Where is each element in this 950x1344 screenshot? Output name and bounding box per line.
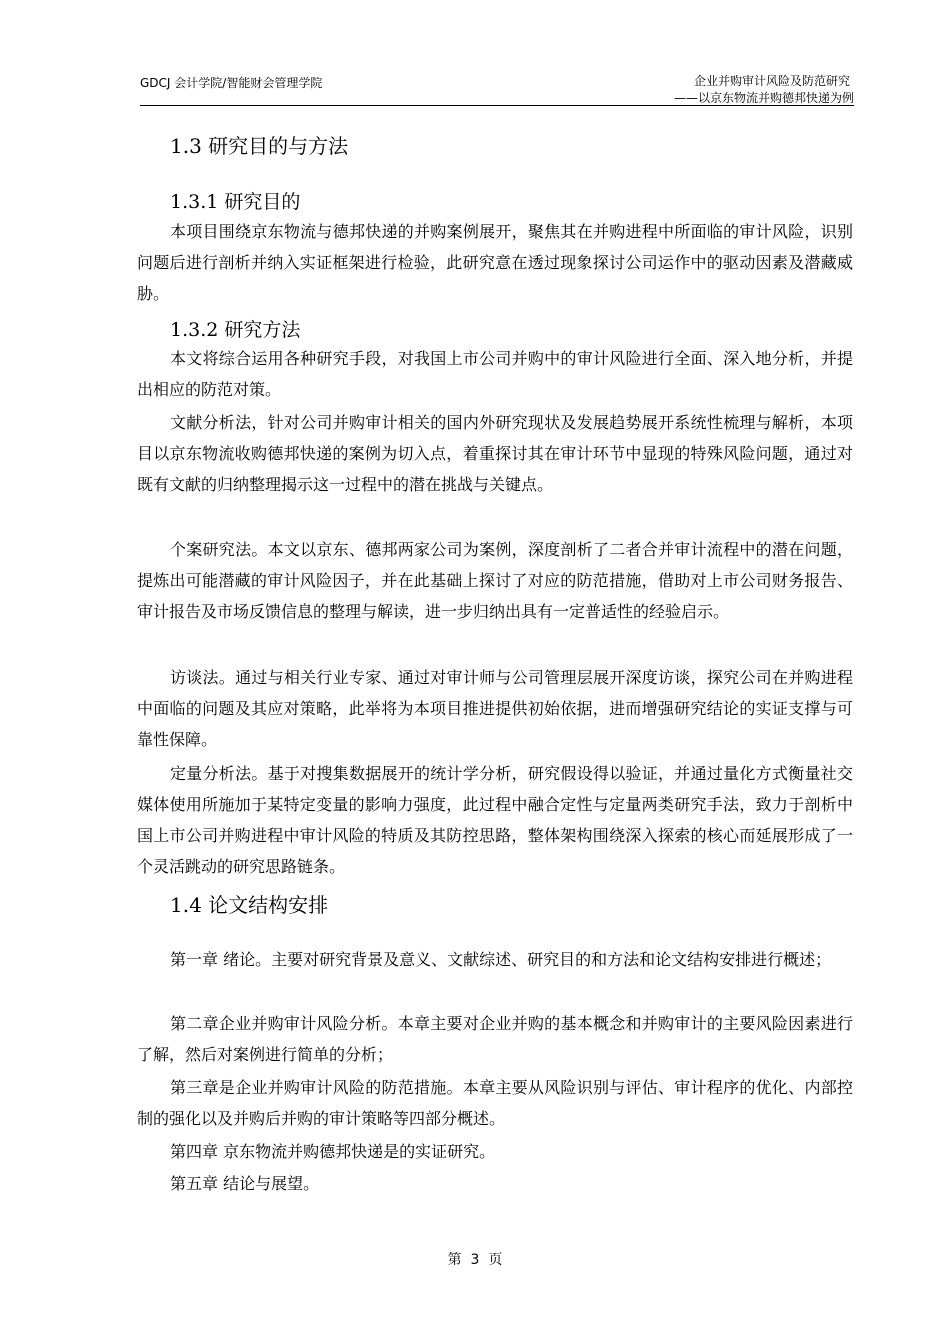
chapter-3-summary: 第三章是企业并购审计风险的防范措施。本章主要从风险识别与评估、审计程序的优化、内部控制的强化以及并购后并购的审计策略等四部分概述。 — [137, 1078, 853, 1128]
section-1-4-heading: 1.4 论文结构安排 — [170, 893, 329, 917]
quantitative-method-body: 基于对搜集数据展开的统计学分析，研究假设得以验证，并通过量化方式衡量社交媒体使用所施加于某特定变量的影响力强度，此过程中融合定性与定量两类研究手法，致力于剖析中国上市公司并购进程中审计风险的特质及其防控思路，整体架构围绕深入探索的核心而延展形成了一个灵活跳动的研究思路链条。 — [137, 764, 853, 876]
chapter-4-summary: 第四章 京东物流并购德邦快递是的实证研究。 — [170, 1142, 496, 1161]
research-methods-intro-paragraph: 本文将综合运用各种研究手段，对我国上市公司并购中的审计风险进行全面、深入地分析，并提出相应的防范对策。 — [137, 349, 853, 399]
chapter-2-summary: 第二章企业并购审计风险分析。本章主要对企业并购的基本概念和并购审计的主要风险因素进行了解，然后对案例进行简单的分析； — [137, 1014, 853, 1064]
interview-method-lead: 访谈法。 — [170, 668, 236, 687]
section-1-3-2-heading: 1.3.2 研究方法 — [170, 319, 301, 341]
case-study-lead: 个案研究法。 — [170, 540, 268, 559]
interview-method-paragraph — [137, 662, 853, 755]
case-study-body: 本文以京东、德邦两家公司为案例，深度剖析了二者合并审计流程中的潜在问题，提炼出可能潜藏的审计风险因子，并在此基础上探讨了对应的防范措施，借助对上市公司财务报告、审计报告及市场反馈信息的整理与解读，进一步归纳出具有一定普适性的经验启示。 — [137, 540, 853, 621]
case-study-paragraph — [137, 534, 853, 627]
page-number: 第 3 页 — [447, 1252, 503, 1268]
quantitative-method-lead: 定量分析法。 — [170, 764, 268, 783]
quantitative-method-paragraph — [137, 758, 853, 882]
literature-analysis-paragraph: 文献分析法，针对公司并购审计相关的国内外研究现状及发展趋势展开系统性梳理与解析，本项目以京东物流收购德邦快递的案例为切入点，着重探讨其在审计环节中显现的特殊风险问题，通过对既有文献的归纳整理揭示这一过程中的潜在挑战与关键点。 — [137, 413, 853, 494]
chapter-1-summary: 第一章 绪论。主要对研究背景及意义、文献综述、研究目的和方法和论文结构安排进行概述； — [170, 950, 832, 969]
interview-method-body: 通过与相关行业专家、通过对审计师与公司管理层展开深度访谈，探究公司在并购进程中面临的问题及其应对策略，此举将为本项目推进提供初始依据，进而增强研究结论的实证支撑与可靠性保障。 — [137, 668, 853, 749]
header-right-subtitle: ——以京东物流并购德邦快递为例 — [673, 91, 854, 105]
header-rule — [140, 105, 854, 106]
header-right-title: 企业并购审计风险及防范研究 — [693, 74, 850, 88]
header-left-institution: GDCJ 会计学院/智能财会管理学院 — [140, 76, 323, 90]
section-1-3-1-heading: 1.3.1 研究目的 — [170, 191, 301, 213]
section-1-3-heading: 1.3 研究目的与方法 — [170, 134, 349, 158]
chapter-5-summary: 第五章 结论与展望。 — [170, 1174, 320, 1193]
research-purpose-paragraph: 本项目围绕京东物流与德邦快递的并购案例展开，聚焦其在并购进程中所面临的审计风险，识别问题后进行剖析并纳入实证框架进行检验，此研究意在透过现象探讨公司运作中的驱动因素及潜藏威胁。 — [137, 222, 853, 303]
